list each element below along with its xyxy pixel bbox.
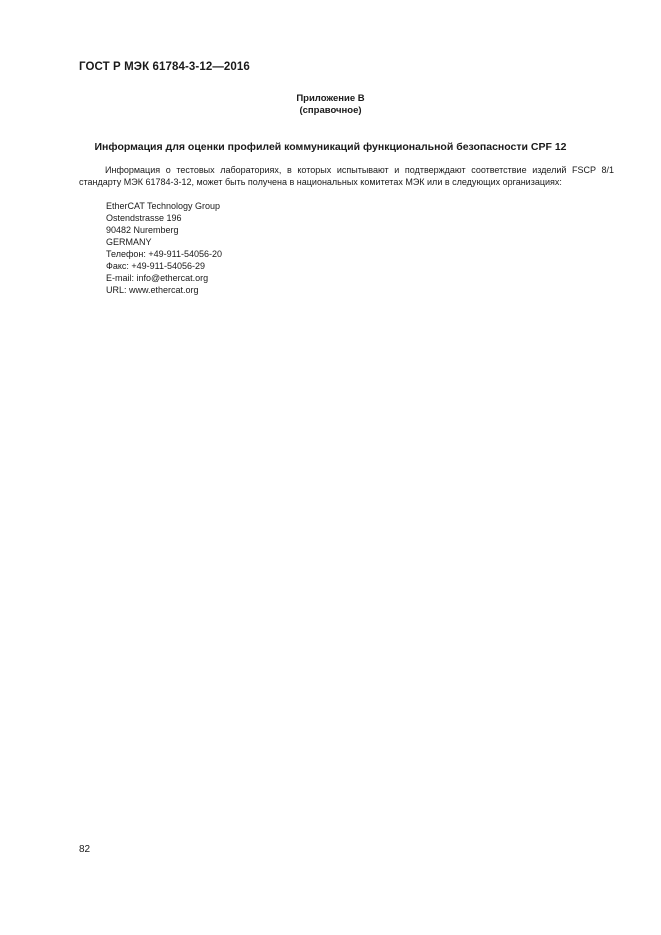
standard-code-header: ГОСТ Р МЭК 61784-3-12—2016 xyxy=(79,61,250,73)
section-heading: Информация для оценки профилей коммуникаций функциональной безопасности CPF 12 xyxy=(94,141,567,153)
city-address: 90482 Nuremberg xyxy=(106,225,179,235)
intro-paragraph: Информация о тестовых лабораториях, в которых испытывают и подтверждают соответствие изделий FSCP 8/1 стандарту МЭК 61784-3-12, может быть получена в национальных комитетах МЭК или в следующих организациях: xyxy=(79,165,614,187)
phone-number: Телефон: +49-911-54056-20 xyxy=(106,249,222,259)
organization-name: EtherCAT Technology Group xyxy=(106,201,221,211)
fax-number: Факс: +49-911-54056-29 xyxy=(106,261,206,271)
annex-title-block xyxy=(0,93,661,117)
annex-title: Приложение В xyxy=(296,93,365,104)
page-number: 82 xyxy=(79,844,91,855)
country: GERMANY xyxy=(106,237,152,247)
email-address: E-mail: info@ethercat.org xyxy=(106,273,209,283)
street-address: Ostendstrasse 196 xyxy=(106,213,182,223)
annex-status: (справочное) xyxy=(299,105,362,116)
website-url: URL: www.ethercat.org xyxy=(106,285,199,295)
contact-address-block xyxy=(106,200,222,296)
